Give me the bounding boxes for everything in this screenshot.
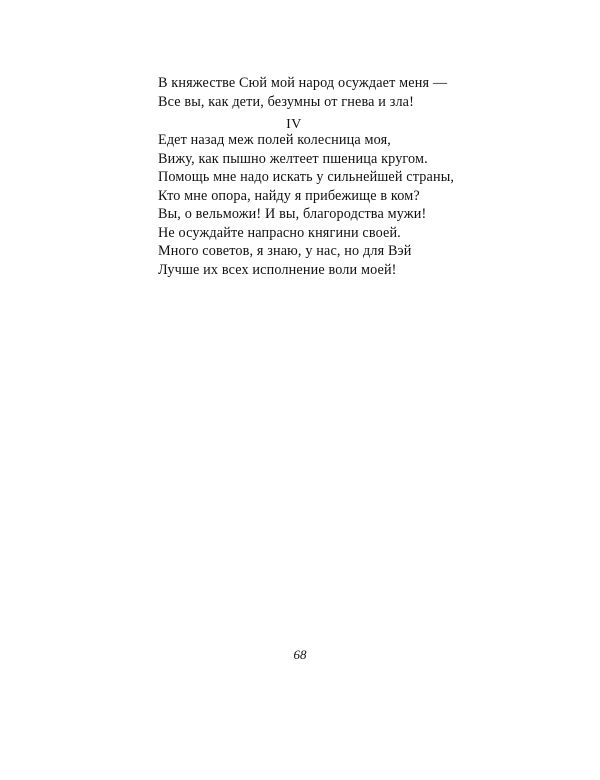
page-number: 68 xyxy=(293,647,307,662)
poem-line: Едет назад меж полей колесница моя, xyxy=(158,132,391,148)
poem-line: В княжестве Сюй мой народ осуждает меня — xyxy=(158,75,448,91)
poem-line: Помощь мне надо искать у сильнейшей страны, xyxy=(158,169,455,185)
poem-line: Кто мне опора, найду я прибежище в ком? xyxy=(158,187,420,204)
poem-stanza-previous xyxy=(158,74,488,111)
poem-line: Вы, о вельможи! И вы, благородства мужи! xyxy=(158,206,427,222)
section-number: IV xyxy=(286,117,302,132)
poem-line: Вижу, как пышно желтеет пшеница кругом. xyxy=(158,150,428,167)
poem-stanza-iv xyxy=(158,131,488,279)
poem-line: Много советов, я знаю, у нас, но для Вэй xyxy=(158,243,412,259)
poem-line: Лучше их всех исполнение воли моей! xyxy=(158,261,397,278)
poem-line: Все вы, как дети, безумны от гнева и зла! xyxy=(158,93,414,110)
poem-line: Не осуждайте напрасно княгини своей. xyxy=(158,224,401,241)
